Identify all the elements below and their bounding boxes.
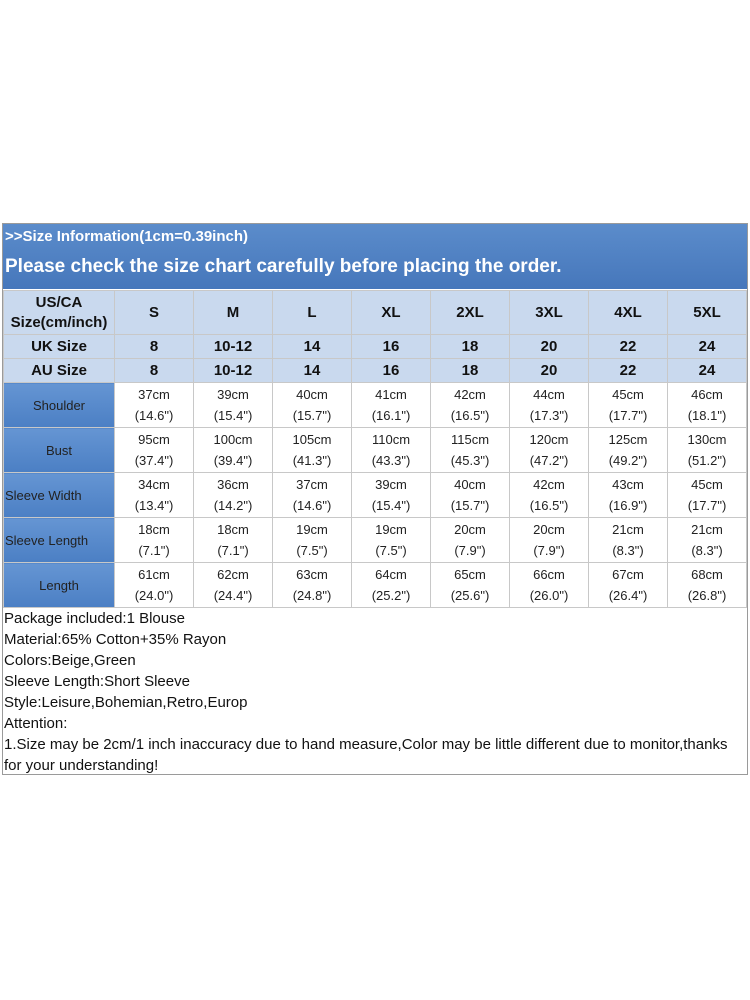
measurement-cell (352, 383, 431, 428)
inch-value: (17.3") (529, 408, 569, 423)
cm-value: 18cm (138, 522, 170, 537)
au-size-cell: 24 (668, 359, 747, 383)
size-3xl: 3XL (510, 291, 589, 335)
inch-value: (13.4") (134, 498, 174, 513)
measurement-cell (510, 428, 589, 473)
inch-value: (37.4") (134, 453, 174, 468)
measurement-cell (668, 563, 747, 608)
sleeve-length-info: Sleeve Length:Short Sleeve (4, 673, 190, 690)
inch-value: (14.2") (213, 498, 253, 513)
cm-value: 62cm (217, 567, 249, 582)
measurement-cell (273, 473, 352, 518)
measurement-cell (510, 518, 589, 563)
measurement-cell (115, 518, 194, 563)
inch-value: (45.3") (450, 453, 490, 468)
cm-value: 115cm (450, 432, 490, 447)
inch-value: (14.6") (292, 498, 332, 513)
cm-value: 21cm (691, 522, 723, 537)
measurement-cell (352, 518, 431, 563)
inch-value: (49.2") (608, 453, 648, 468)
inch-value: (7.5") (375, 543, 407, 558)
measurement-cell (589, 383, 668, 428)
size-check-notice: Please check the size chart carefully before placing the order. (5, 256, 562, 277)
inch-value: (18.1") (687, 408, 727, 423)
uk-size-cell: 16 (352, 335, 431, 359)
cm-value: 100cm (213, 432, 253, 447)
cm-value: 21cm (612, 522, 644, 537)
cm-value: 19cm (375, 522, 407, 537)
measurement-cell (589, 563, 668, 608)
cm-value: 68cm (691, 567, 723, 582)
cm-value: 36cm (217, 477, 249, 492)
measurement-cell (668, 428, 747, 473)
inch-value: (15.4") (213, 408, 253, 423)
measurement-cell (352, 473, 431, 518)
cm-value: 105cm (292, 432, 332, 447)
measurement-cell (589, 428, 668, 473)
au-size-cell: 20 (510, 359, 589, 383)
cm-value: 46cm (691, 387, 723, 402)
size-4xl: 4XL (589, 291, 668, 335)
cm-value: 37cm (296, 477, 328, 492)
cm-value: 110cm (371, 432, 411, 447)
measurement-cell (194, 383, 273, 428)
measurement-cell (510, 563, 589, 608)
uk-size-label: UK Size (4, 335, 115, 359)
product-notes (3, 608, 747, 776)
measurement-cell (589, 473, 668, 518)
size-header-row (4, 291, 747, 335)
measurement-cell (273, 518, 352, 563)
size-xl: XL (352, 291, 431, 335)
size-s: S (115, 291, 194, 335)
uk-size-cell: 10-12 (194, 335, 273, 359)
inch-value: (7.9") (454, 543, 486, 558)
inch-value: (15.7") (450, 498, 490, 513)
inch-value: (16.1") (371, 408, 411, 423)
inch-value: (16.5") (529, 498, 569, 513)
attention-text: 1.Size may be 2cm/1 inch inaccuracy due to hand measure,Color may be little different due to monitor,thanks for your understanding! (4, 736, 728, 774)
size-info-title: >>Size Information(1cm=0.39inch) (5, 228, 248, 245)
inch-value: (47.2") (529, 453, 569, 468)
inch-value: (24.0") (134, 588, 174, 603)
measurement-cell (194, 428, 273, 473)
inch-value: (14.6") (134, 408, 174, 423)
inch-value: (8.3") (612, 543, 644, 558)
inch-value: (26.4") (608, 588, 648, 603)
measurement-row (4, 563, 747, 608)
cm-value: 63cm (296, 567, 328, 582)
inch-value: (7.5") (296, 543, 328, 558)
attention-heading: Attention: (4, 715, 68, 732)
au-size-cell: 8 (115, 359, 194, 383)
inch-value: (17.7") (608, 408, 648, 423)
measurement-label: Sleeve Width (4, 473, 115, 518)
inch-value: (15.4") (371, 498, 411, 513)
measurement-cell (194, 563, 273, 608)
au-size-cell: 22 (589, 359, 668, 383)
measurement-cell (194, 518, 273, 563)
measurement-row (4, 428, 747, 473)
inch-value: (39.4") (213, 453, 253, 468)
inch-value: (15.7") (292, 408, 332, 423)
inch-value: (25.2") (371, 588, 411, 603)
size-2xl: 2XL (431, 291, 510, 335)
cm-value: 40cm (454, 477, 486, 492)
measurement-label: Sleeve Length (4, 518, 115, 563)
cm-value: 45cm (691, 477, 723, 492)
cm-value: 37cm (138, 387, 170, 402)
inch-value: (26.8") (687, 588, 727, 603)
cm-value: 67cm (612, 567, 644, 582)
measurement-cell (668, 518, 747, 563)
measurement-label: Length (4, 563, 115, 608)
colors-info: Colors:Beige,Green (4, 652, 136, 669)
cm-value: 41cm (375, 387, 407, 402)
measurement-cell (510, 383, 589, 428)
cm-value: 20cm (533, 522, 565, 537)
uk-size-cell: 8 (115, 335, 194, 359)
inch-value: (7.9") (533, 543, 565, 558)
us-size-label: US/CA Size(cm/inch) (4, 291, 115, 335)
measurement-row (4, 518, 747, 563)
cm-value: 39cm (217, 387, 249, 402)
cm-value: 125cm (608, 432, 648, 447)
cm-value: 95cm (138, 432, 170, 447)
measurement-cell (431, 428, 510, 473)
measurement-cell (431, 563, 510, 608)
cm-value: 39cm (375, 477, 407, 492)
cm-value: 61cm (138, 567, 170, 582)
measurement-cell (352, 563, 431, 608)
inch-value: (7.1") (217, 543, 249, 558)
uk-size-cell: 14 (273, 335, 352, 359)
au-size-row (4, 359, 747, 383)
inch-value: (43.3") (371, 453, 411, 468)
measurement-cell (589, 518, 668, 563)
cm-value: 45cm (612, 387, 644, 402)
inch-value: (24.8") (292, 588, 332, 603)
package-info: Package included:1 Blouse (4, 610, 185, 627)
cm-value: 64cm (375, 567, 407, 582)
measurement-cell (668, 383, 747, 428)
uk-size-cell: 18 (431, 335, 510, 359)
cm-value: 44cm (533, 387, 565, 402)
size-5xl: 5XL (668, 291, 747, 335)
inch-value: (41.3") (292, 453, 332, 468)
measurement-cell (194, 473, 273, 518)
cm-value: 66cm (533, 567, 565, 582)
inch-value: (26.0") (529, 588, 569, 603)
au-size-label: AU Size (4, 359, 115, 383)
measurement-cell (115, 383, 194, 428)
uk-size-cell: 20 (510, 335, 589, 359)
size-table (3, 290, 747, 608)
cm-value: 130cm (687, 432, 727, 447)
inch-value: (16.5") (450, 408, 490, 423)
measurement-cell (431, 518, 510, 563)
style-info: Style:Leisure,Bohemian,Retro,Europ (4, 694, 248, 711)
inch-value: (51.2") (687, 453, 727, 468)
inch-value: (25.6") (450, 588, 490, 603)
uk-size-cell: 22 (589, 335, 668, 359)
inch-value: (7.1") (138, 543, 170, 558)
measurement-cell (273, 428, 352, 473)
au-size-cell: 16 (352, 359, 431, 383)
measurement-cell (273, 563, 352, 608)
inch-value: (17.7") (687, 498, 727, 513)
inch-value: (16.9") (608, 498, 648, 513)
uk-size-cell: 24 (668, 335, 747, 359)
measurement-cell (668, 473, 747, 518)
cm-value: 18cm (217, 522, 249, 537)
cm-value: 120cm (529, 432, 569, 447)
size-l: L (273, 291, 352, 335)
inch-value: (8.3") (691, 543, 723, 558)
cm-value: 20cm (454, 522, 486, 537)
measurement-label: Shoulder (4, 383, 115, 428)
cm-value: 43cm (612, 477, 644, 492)
material-info: Material:65% Cotton+35% Rayon (4, 631, 227, 648)
cm-value: 65cm (454, 567, 486, 582)
measurement-cell (115, 473, 194, 518)
measurement-row (4, 473, 747, 518)
measurement-label: Bust (4, 428, 115, 473)
measurement-cell (115, 428, 194, 473)
cm-value: 34cm (138, 477, 170, 492)
measurement-cell (431, 473, 510, 518)
au-size-cell: 18 (431, 359, 510, 383)
measurement-cell (273, 383, 352, 428)
measurement-cell (352, 428, 431, 473)
cm-value: 40cm (296, 387, 328, 402)
measurement-cell (510, 473, 589, 518)
au-size-cell: 10-12 (194, 359, 273, 383)
cm-value: 42cm (454, 387, 486, 402)
measurement-cell (431, 383, 510, 428)
size-info-banner (3, 224, 747, 290)
cm-value: 19cm (296, 522, 328, 537)
au-size-cell: 14 (273, 359, 352, 383)
size-chart-sheet (2, 223, 748, 775)
uk-size-row (4, 335, 747, 359)
measurement-cell (115, 563, 194, 608)
size-m: M (194, 291, 273, 335)
measurement-row (4, 383, 747, 428)
cm-value: 42cm (533, 477, 565, 492)
inch-value: (24.4") (213, 588, 253, 603)
